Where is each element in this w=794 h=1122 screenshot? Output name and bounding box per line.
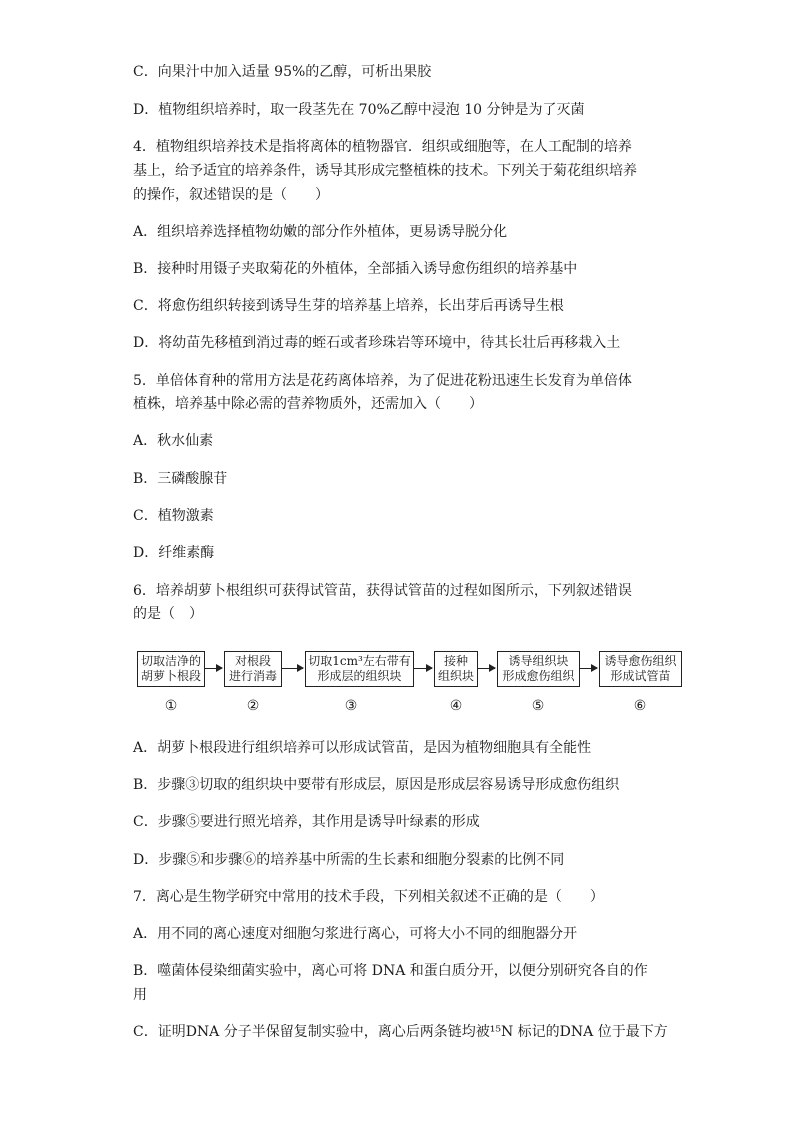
q4-option-d: D．将幼苗先移植到消过毒的蛭石或者珍珠岩等环境中，待其长壮后再移栽入土 <box>133 335 621 351</box>
flow-step-3-line1: 切取1cm³左右带有 <box>308 654 411 668</box>
q4-stem-line2: 基上，给予适宜的培养条件，诱导其形成完整植株的技术。下列关于菊花组织培养 <box>133 163 637 179</box>
flow-step-3-box <box>305 651 414 687</box>
flow-step-5-line1: 诱导组织块 <box>508 654 569 668</box>
flow-step-2-line1: 对根段 <box>234 654 271 668</box>
q4-option-b: B．接种时用镊子夹取菊花的外植体，全部插入诱导愈伤组织的培养基中 <box>133 261 578 277</box>
flow-step-2-box <box>224 651 282 687</box>
q5-option-b: B．三磷酸腺苷 <box>133 471 228 487</box>
flow-step-6-line2: 形成试管苗 <box>610 669 671 683</box>
q5-option-d: D．纤维素酶 <box>133 545 215 561</box>
flow-step-3-line2: 形成层的组织块 <box>317 669 402 683</box>
q6-option-a: A．胡萝卜根段进行组织培养可以形成试管苗，是因为植物细胞具有全能性 <box>133 740 592 756</box>
q7-stem: 7．离心是生物学研究中常用的技术手段，下列相关叙述不正确的是（ ） <box>133 889 604 905</box>
flow-step-6-box <box>599 651 682 687</box>
q6-option-d: D．步骤⑤和步骤⑥的培养基中所需的生长素和细胞分裂素的比例不同 <box>133 852 565 868</box>
flow-arrow-5 <box>580 668 597 669</box>
q6-stem-line1: 6．培养胡萝卜根组织可获得试管苗，获得试管苗的过程如图所示，下列叙述错误 <box>133 583 632 599</box>
q5-option-a: A．秋水仙素 <box>133 433 214 449</box>
q6-option-b: B．步骤③切取的组织块中要带有形成层，原因是形成层容易诱导形成愈伤组织 <box>133 777 620 793</box>
q5-stem-line1: 5．单倍体育种的常用方法是花药离体培养，为了促进花粉迅速生长发育为单倍体 <box>133 373 632 389</box>
flow-arrow-1 <box>205 668 222 669</box>
flow-arrow-2 <box>282 668 303 669</box>
flow-arrow-3 <box>414 668 432 669</box>
flow-step-number-3: ③ <box>344 698 358 714</box>
flow-step-number-6: ⑥ <box>633 698 647 714</box>
q5-stem-line2: 植株，培养基中除必需的营养物质外，还需加入（ ） <box>133 396 483 412</box>
flow-step-number-5: ⑤ <box>531 698 545 714</box>
flow-step-4-line2: 组织块 <box>437 669 474 683</box>
q3-option-d: D．植物组织培养时，取一段茎先在 70%乙醇中浸泡 10 分钟是为了灭菌 <box>133 102 585 118</box>
q7-option-c: C．证明DNA 分子半保留复制实验中，离心后两条链均被¹⁵N 标记的DNA 位于最下方 <box>133 1024 668 1040</box>
q4-stem-line3: 的操作，叙述错误的是（ ） <box>133 187 329 203</box>
flow-step-number-2: ② <box>246 698 260 714</box>
flow-step-5-box <box>497 651 580 687</box>
flow-step-number-4: ④ <box>449 698 463 714</box>
flow-step-number-1: ① <box>164 698 178 714</box>
q6-option-c: C．步骤⑤要进行照光培养，其作用是诱导叶绿素的形成 <box>133 814 480 830</box>
flow-step-4-line1: 接种 <box>443 654 468 668</box>
q7-option-b-line2: 用 <box>133 987 147 1003</box>
flow-step-2-line2: 进行消毒 <box>228 669 277 683</box>
q4-option-c: C．将愈伤组织转接到诱导生芽的培养基上培养，长出芽后再诱导生根 <box>133 298 564 314</box>
flow-step-6-line1: 诱导愈伤组织 <box>604 654 677 668</box>
q3-option-c: C．向果汁中加入适量 95%的乙醇，可析出果胶 <box>133 64 432 80</box>
flow-step-5-line2: 形成愈伤组织 <box>502 669 575 683</box>
flow-step-1-box <box>137 651 205 687</box>
q6-stem-line2: 的是（ ） <box>133 606 203 622</box>
q7-option-a: A．用不同的离心速度对细胞匀浆进行离心，可将大小不同的细胞器分开 <box>133 926 578 942</box>
q4-option-a: A．组织培养选择植物幼嫩的部分作外植体，更易诱导脱分化 <box>133 224 508 240</box>
q7-option-b-line1: B．噬菌体侵染细菌实验中，离心可将 DNA 和蛋白质分开，以便分别研究各自的作 <box>133 963 648 979</box>
flow-arrow-4 <box>478 668 495 669</box>
q4-stem-line1: 4．植物组织培养技术是指将离体的植物器官．组织或细胞等，在人工配制的培养 <box>133 139 632 155</box>
flow-step-4-box <box>434 651 478 687</box>
q5-option-c: C．植物激素 <box>133 508 214 524</box>
flow-step-1-line2: 胡萝卜根段 <box>140 669 201 683</box>
flow-step-1-line1: 切取洁净的 <box>140 654 201 668</box>
